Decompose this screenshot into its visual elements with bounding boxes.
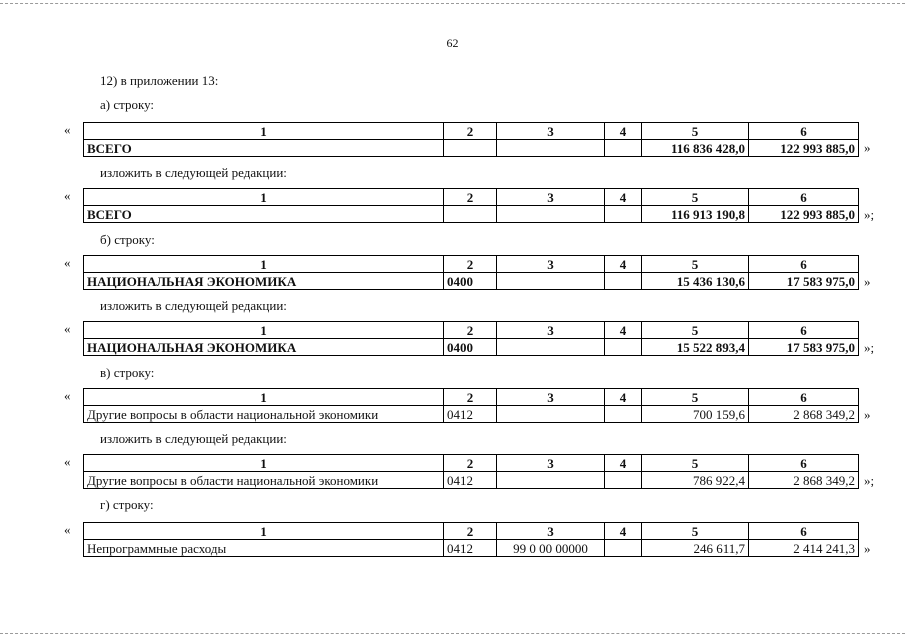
- header-cell-2: 2: [444, 322, 497, 339]
- open-quote: «: [64, 122, 71, 137]
- open-quote: «: [64, 522, 71, 537]
- row-amount-6-cell: 17 583 975,0: [749, 273, 859, 290]
- row-section-cell: [444, 206, 497, 223]
- open-quote: «: [64, 188, 71, 203]
- header-cell-1: 1: [84, 123, 444, 140]
- table-header-row: [84, 123, 859, 140]
- row-amount-5-cell: 700 159,6: [642, 406, 749, 423]
- table-header-row: [84, 189, 859, 206]
- scan-edge-bottom: [0, 633, 905, 634]
- header-cell-5: 5: [642, 322, 749, 339]
- row-amount-6-cell: 17 583 975,0: [749, 339, 859, 356]
- row-section-cell: 0400: [444, 273, 497, 290]
- close-quote-semicolon: »;: [864, 340, 875, 355]
- header-cell-4: 4: [605, 123, 642, 140]
- header-cell-3: 3: [497, 256, 605, 273]
- header-cell-2: 2: [444, 523, 497, 540]
- header-cell-4: 4: [605, 256, 642, 273]
- header-cell-5: 5: [642, 123, 749, 140]
- row-target-cell: [497, 406, 605, 423]
- row-target-cell: [497, 140, 605, 157]
- table-block-a-new: [83, 188, 859, 223]
- row-target-cell: [497, 472, 605, 489]
- header-cell-6: 6: [749, 389, 859, 406]
- row-name-cell: ВСЕГО: [84, 140, 444, 157]
- row-type-cell: [605, 406, 642, 423]
- close-quote: »: [864, 541, 871, 556]
- row-amount-6-cell: 2 868 349,2: [749, 406, 859, 423]
- open-quote: «: [64, 454, 71, 469]
- block-a-label: а) строку:: [100, 97, 155, 112]
- header-cell-6: 6: [749, 322, 859, 339]
- row-amount-5-cell: 116 913 190,8: [642, 206, 749, 223]
- open-quote: «: [64, 321, 71, 336]
- header-cell-6: 6: [749, 523, 859, 540]
- table-block-c-new: [83, 454, 859, 489]
- page-number: 62: [446, 36, 459, 50]
- header-cell-4: 4: [605, 189, 642, 206]
- row-name-cell: ВСЕГО: [84, 206, 444, 223]
- row-amount-5-cell: 246 611,7: [642, 540, 749, 557]
- replace-phrase: изложить в следующей редакции:: [100, 298, 287, 313]
- header-cell-6: 6: [749, 455, 859, 472]
- table-row: [84, 140, 859, 157]
- block-c-label: в) строку:: [100, 365, 155, 380]
- header-cell-5: 5: [642, 455, 749, 472]
- header-cell-4: 4: [605, 523, 642, 540]
- header-cell-5: 5: [642, 189, 749, 206]
- header-cell-3: 3: [497, 189, 605, 206]
- close-quote-semicolon: »;: [864, 473, 875, 488]
- header-cell-5: 5: [642, 523, 749, 540]
- header-cell-1: 1: [84, 256, 444, 273]
- row-name-cell: НАЦИОНАЛЬНАЯ ЭКОНОМИКА: [84, 339, 444, 356]
- scan-edge-top: [0, 3, 905, 4]
- close-quote: »: [864, 140, 871, 155]
- row-section-cell: [444, 140, 497, 157]
- row-type-cell: [605, 273, 642, 290]
- amendment-intro: 12) в приложении 13:: [100, 73, 219, 88]
- block-d-label: г) строку:: [100, 497, 154, 512]
- block-b-label: б) строку:: [100, 232, 155, 247]
- row-type-cell: [605, 339, 642, 356]
- row-type-cell: [605, 472, 642, 489]
- table-header-row: [84, 256, 859, 273]
- row-name-cell: Другие вопросы в области национальной экономики: [84, 472, 444, 489]
- row-target-cell: [497, 206, 605, 223]
- table-header-row: [84, 455, 859, 472]
- replace-phrase: изложить в следующей редакции:: [100, 431, 287, 446]
- table-row: [84, 339, 859, 356]
- header-cell-4: 4: [605, 455, 642, 472]
- header-cell-5: 5: [642, 389, 749, 406]
- table-row: [84, 472, 859, 489]
- table-block-c-old: [83, 388, 859, 423]
- table-header-row: [84, 322, 859, 339]
- table-header-row: [84, 389, 859, 406]
- header-cell-3: 3: [497, 322, 605, 339]
- header-cell-3: 3: [497, 523, 605, 540]
- table-row: [84, 540, 859, 557]
- row-section-cell: 0412: [444, 406, 497, 423]
- header-cell-5: 5: [642, 256, 749, 273]
- replace-phrase: изложить в следующей редакции:: [100, 165, 287, 180]
- row-section-cell: 0400: [444, 339, 497, 356]
- header-cell-6: 6: [749, 256, 859, 273]
- header-cell-4: 4: [605, 389, 642, 406]
- row-name-cell: НАЦИОНАЛЬНАЯ ЭКОНОМИКА: [84, 273, 444, 290]
- table-block-b-new: [83, 321, 859, 356]
- header-cell-1: 1: [84, 389, 444, 406]
- header-cell-3: 3: [497, 389, 605, 406]
- header-cell-3: 3: [497, 123, 605, 140]
- row-amount-5-cell: 786 922,4: [642, 472, 749, 489]
- close-quote: »: [864, 407, 871, 422]
- table-row: [84, 406, 859, 423]
- row-name-cell: Другие вопросы в области национальной экономики: [84, 406, 444, 423]
- header-cell-2: 2: [444, 256, 497, 273]
- header-cell-1: 1: [84, 189, 444, 206]
- row-target-cell: 99 0 00 00000: [497, 540, 605, 557]
- header-cell-2: 2: [444, 123, 497, 140]
- row-amount-6-cell: 2 414 241,3: [749, 540, 859, 557]
- row-amount-5-cell: 15 522 893,4: [642, 339, 749, 356]
- header-cell-1: 1: [84, 523, 444, 540]
- close-quote-semicolon: »;: [864, 207, 875, 222]
- header-cell-1: 1: [84, 322, 444, 339]
- open-quote: «: [64, 388, 71, 403]
- row-amount-6-cell: 2 868 349,2: [749, 472, 859, 489]
- row-amount-6-cell: 122 993 885,0: [749, 140, 859, 157]
- row-target-cell: [497, 273, 605, 290]
- table-row: [84, 273, 859, 290]
- table-header-row: [84, 523, 859, 540]
- table-block-a-old: [83, 122, 859, 157]
- header-cell-2: 2: [444, 189, 497, 206]
- row-type-cell: [605, 140, 642, 157]
- row-amount-5-cell: 15 436 130,6: [642, 273, 749, 290]
- header-cell-1: 1: [84, 455, 444, 472]
- row-target-cell: [497, 339, 605, 356]
- open-quote: «: [64, 255, 71, 270]
- header-cell-6: 6: [749, 189, 859, 206]
- header-cell-4: 4: [605, 322, 642, 339]
- table-block-b-old: [83, 255, 859, 290]
- row-section-cell: 0412: [444, 540, 497, 557]
- row-section-cell: 0412: [444, 472, 497, 489]
- header-cell-2: 2: [444, 455, 497, 472]
- row-type-cell: [605, 540, 642, 557]
- table-row: [84, 206, 859, 223]
- row-amount-6-cell: 122 993 885,0: [749, 206, 859, 223]
- header-cell-3: 3: [497, 455, 605, 472]
- row-name-cell: Непрограммные расходы: [84, 540, 444, 557]
- header-cell-2: 2: [444, 389, 497, 406]
- row-amount-5-cell: 116 836 428,0: [642, 140, 749, 157]
- close-quote: »: [864, 274, 871, 289]
- table-block-d-old: [83, 522, 859, 557]
- header-cell-6: 6: [749, 123, 859, 140]
- row-type-cell: [605, 206, 642, 223]
